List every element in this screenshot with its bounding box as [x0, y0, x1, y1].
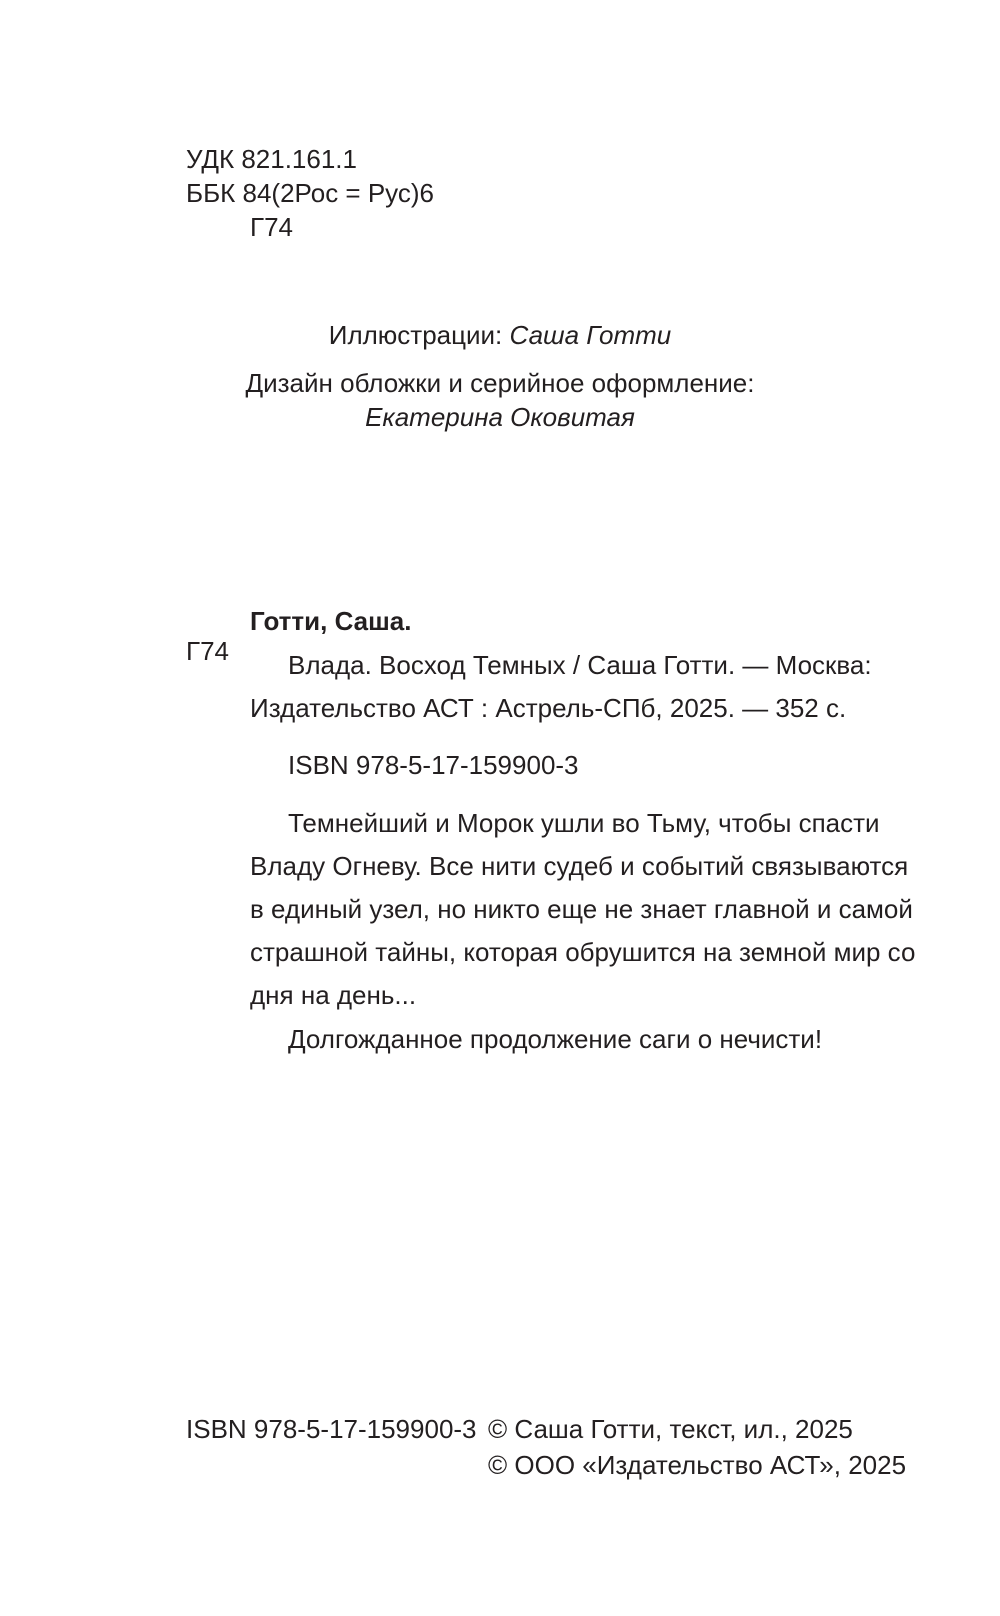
annotation-line: Темнейший и Морок ушли во Тьму, чтобы спасти	[288, 808, 880, 838]
catalog-isbn: ISBN 978-5-17-159900-3	[288, 750, 579, 780]
catalog-author: Готти, Саша.	[250, 606, 412, 636]
illustrations-name: Саша Готти	[509, 320, 672, 350]
bbk-code: ББК 84(2Рос = Рус)6	[186, 178, 434, 208]
catalog-title-line-2: Издательство АСТ : Астрель-СПб, 2025. — 352 с.	[250, 693, 847, 723]
illustrations-credit	[0, 322, 1000, 348]
annotation	[250, 802, 916, 1017]
catalog-title-line-1: Влада. Восход Темных / Саша Готти. — Москва:	[288, 650, 872, 680]
copyright-author: © Саша Готти, текст, ил., 2025	[488, 1414, 853, 1444]
copyright-publisher: © ООО «Издательство АСТ», 2025	[488, 1450, 907, 1480]
design-name: Екатерина Оковитая	[365, 402, 635, 432]
annotation-line: страшной тайны, которая обрушится на земной мир со	[250, 937, 916, 967]
author-mark: Г74	[250, 212, 293, 242]
annotation-line: дня на день...	[250, 980, 417, 1010]
annotation-line: в единый узел, но никто еще не знает главной и самой	[250, 894, 913, 924]
annotation-line: Владу Огневу. Все нити судеб и событий связываются	[250, 851, 909, 881]
tagline: Долгожданное продолжение саги о нечисти!	[288, 1024, 823, 1054]
design-label: Дизайн обложки и серийное оформление:	[245, 368, 755, 398]
footer-isbn: ISBN 978-5-17-159900-3	[186, 1414, 477, 1444]
illustrations-label: Иллюстрации:	[328, 320, 503, 350]
catalog-author-mark: Г74	[186, 636, 229, 666]
udk-code: УДК 821.161.1	[186, 144, 357, 174]
